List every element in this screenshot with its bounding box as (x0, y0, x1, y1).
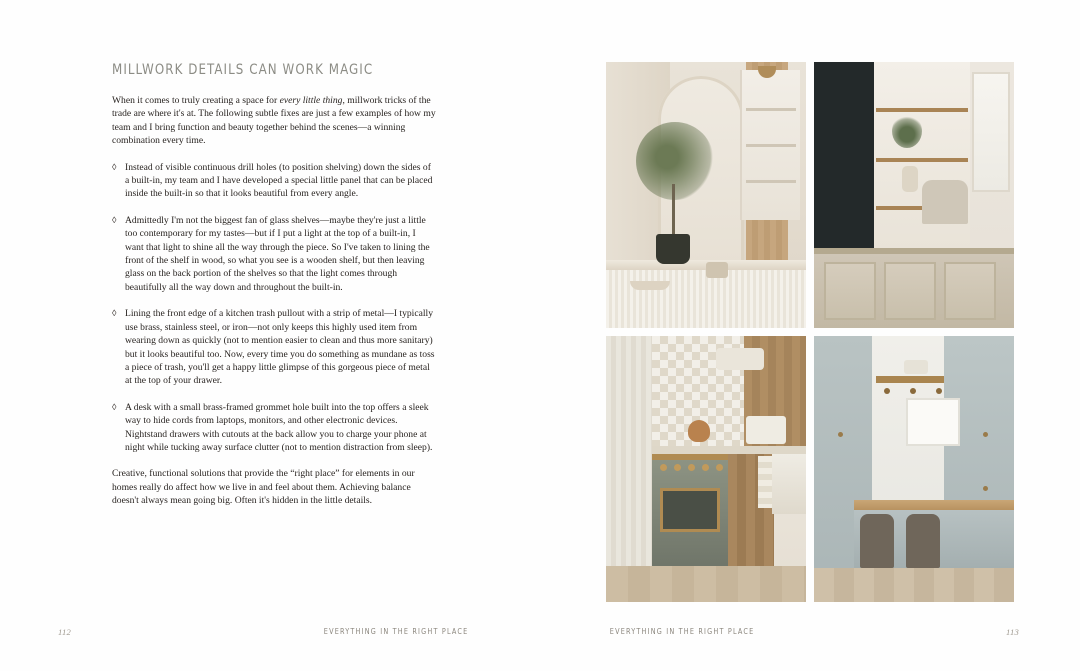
bullet-item-text: Lining the front edge of a kitchen trash pullout with a strip of metal—I typically use brass, stainless steel, or iron—not only keeps this highly used item from wearing down as quickly (not to mention easier to clean and thus more sanitary) but it looks beautiful too. Now, every time you do something as mundane as toss a piece of trash, you'll get a happy little glimpse of this gorgeous piece of metal at the top of your drawer. (125, 308, 435, 387)
page-number-right: 113 (1006, 627, 1020, 637)
photo-built-in-shelving-with-olive-tree (606, 62, 806, 328)
bullet-item-text: Admittedly I'm not the biggest fan of glass shelves—maybe they're just a little too contemporary for my tastes—but if I put a light at the top of a built-in, I want that light to shine all the way through the piece. So I've taken to lining the front of the shelf in wood, so what you see is a wooden shelf, but then leaving glass on the back portion of the shelves so that the light comes through beautifully all the way down and throughout the built-in. (125, 214, 430, 293)
body-column (112, 94, 436, 521)
bullet-item (112, 307, 436, 387)
intro-text-part1: When it comes to truly creating a space for (112, 95, 280, 106)
running-head-left: EVERYTHING IN THE RIGHT PLACE (323, 627, 469, 636)
photo-dark-wall-open-shelving-niche (814, 62, 1014, 328)
closing-paragraph: Creative, functional solutions that provide the “right place” for elements in our homes really do affect how we live in and feel about them. Achieving balance doesn't always mean going big. Often it's hidden in the little details. (112, 468, 415, 507)
photo-kitchen-with-checkered-tile-and-range (606, 336, 806, 602)
photo-gallery (606, 62, 1014, 604)
intro-text-part2: , millwork tricks of the trade are where it's at. The following subtle fixes are just a few examples of how my team and I bring function and beauty together behind the scenes—a winning combination every time. (112, 95, 436, 147)
diamond-bullet-icon: ◊ (112, 161, 117, 172)
running-head-right: EVERYTHING IN THE RIGHT PLACE (609, 627, 755, 636)
intro-emphasis: every little thing (279, 95, 343, 106)
photo-blue-cabinetry-kitchen-island (814, 336, 1014, 602)
bullet-item-text: Instead of visible continuous drill holes (to position shelving) down the sides of a built-in, my team and I have developed a special little panel that can be placed inside the built-in so that it looks beautiful from every angle. (125, 161, 433, 200)
bullet-item-text: A desk with a small brass-framed grommet hole built into the top offers a sleek way to hide cords from laptops, monitors, and other electronic devices. Nightstand drawers with cutouts at the back allow you to charge your phone at night while tucking away surface clutter (not to mention distraction from sleep). (125, 401, 433, 453)
bullet-item (112, 214, 436, 294)
bullet-item (112, 161, 436, 201)
page-number-left: 112 (58, 627, 72, 637)
diamond-bullet-icon: ◊ (112, 214, 117, 225)
page-title: MILLWORK DETAILS CAN WORK MAGIC (112, 62, 374, 78)
diamond-bullet-icon: ◊ (112, 308, 117, 319)
bullet-item (112, 401, 436, 455)
diamond-bullet-icon: ◊ (112, 401, 117, 412)
intro-paragraph (112, 94, 436, 148)
